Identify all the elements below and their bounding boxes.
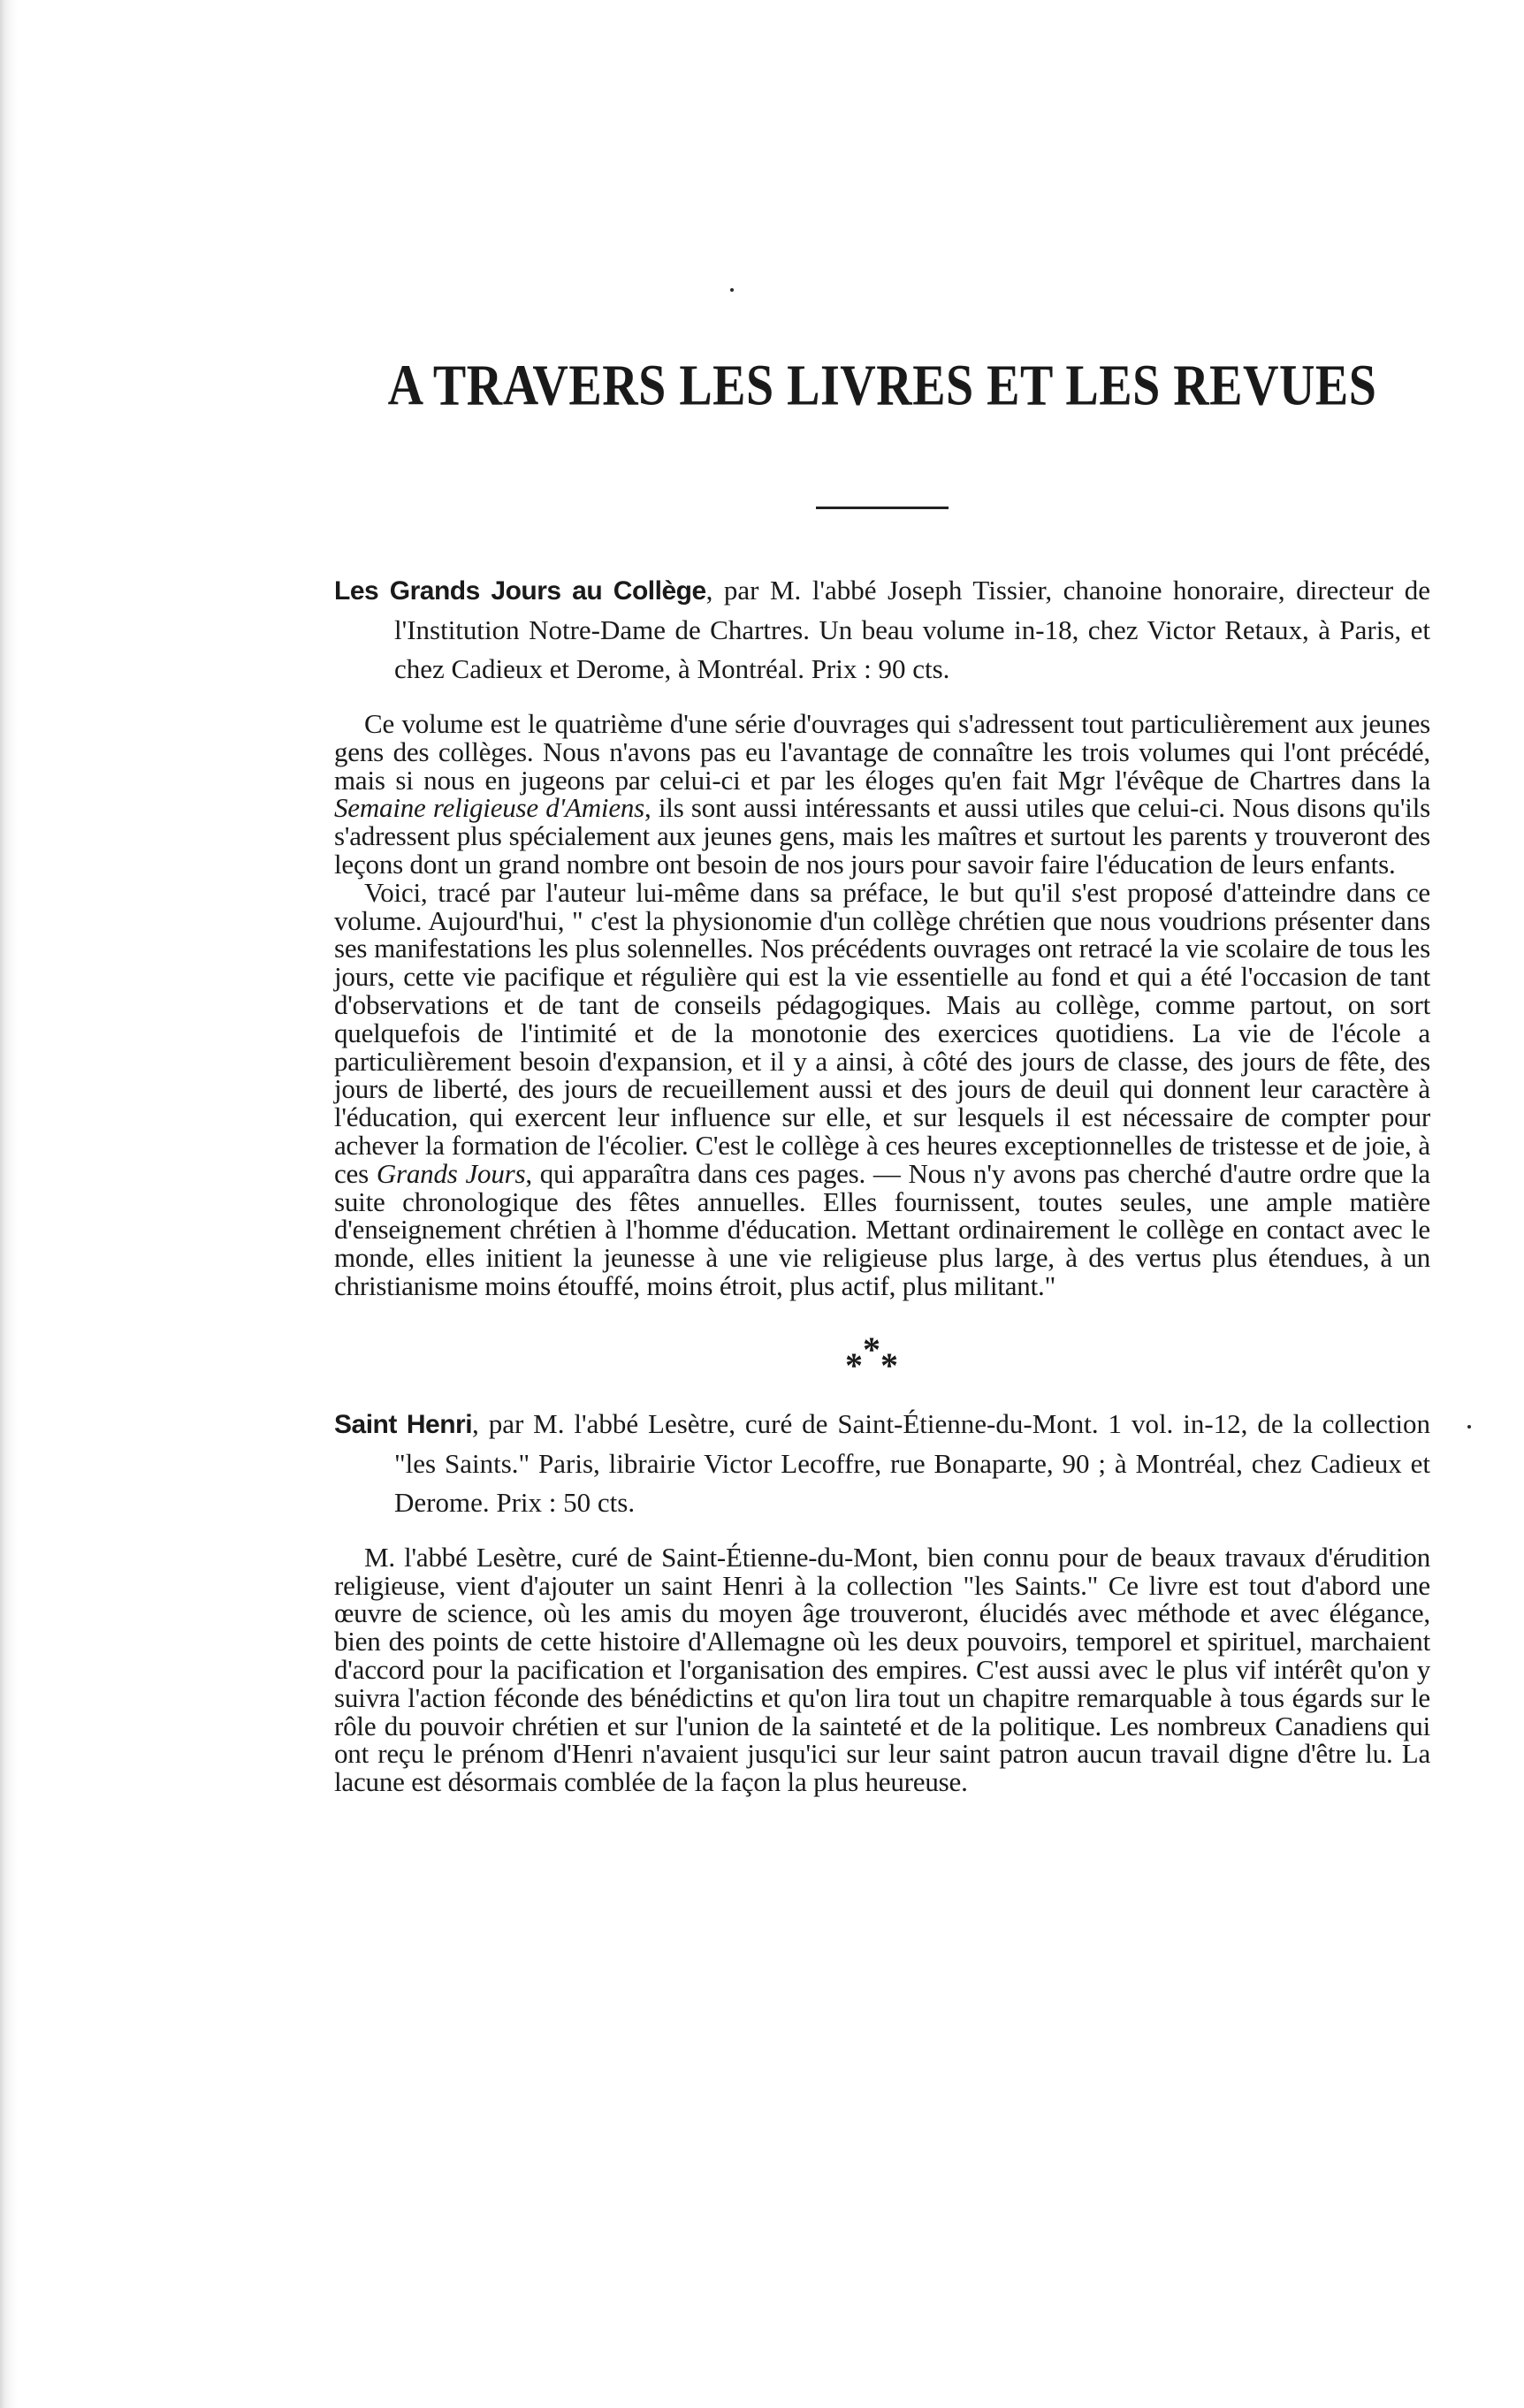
paragraph-text: Ce volume est le quatrième d'une série d'ouvrages qui s'adressent tout particulièrement aux jeunes gens des collèges. Nous n'avons pas eu l'avantage de connaître les trois volumes qui l'ont précédé, mais si nous en jugeons par celui-ci et par les éloges qu'en fait Mgr l'évêque de Chartres dans la (334, 708, 1430, 796)
italic-title: Grands Jours (376, 1157, 526, 1189)
paragraph-text: , ils sont aussi intéressants et aussi utiles que celui-ci. Nous disons qu'ils s'adressent plus spécialement aux jeunes gens, mais les maîtres et surtout les parents y trouveront des leçons dont un grand nombre ont besoin de nos jours pour savoir faire l'éducation de leurs enfants. (334, 792, 1430, 880)
stray-ink-dot (730, 288, 734, 292)
book-citation: , par M. l'abbé Lesètre, curé de Saint-Étienne-du-Mont. 1 vol. in-12, de la collection "les Saints." Paris, librairie Victor Lecoffre, rue Bonaparte, 90 ; à Montréal, chez Cadieux et Derome. Prix : 50 cts. (394, 1407, 1430, 1518)
book-title: Saint Henri (334, 1409, 473, 1439)
document-page (334, 349, 1430, 1796)
book-title: Les Grands Jours au Collège (334, 576, 706, 606)
paragraph-text: , qui apparaîtra dans ces pages. — Nous n'y avons pas cherché d'autre ordre que la suite chronologique des fêtes annuelles. Elles fournissent, toutes seules, une ample matière d'enseignement chrétien à l'homme d'éducation. Mettant ordinairement le collège en contact avec le monde, elles initient la jeunesse à une vie religieuse plus large, à des vertus plus étendues, à un christianisme moins étouffé, moins étroit, plus actif, plus militant." (334, 1157, 1430, 1301)
entry-heading (334, 1405, 1430, 1522)
body-paragraph (334, 876, 1430, 1301)
asterism-star: * (880, 1345, 898, 1385)
entry-body (334, 710, 1430, 1300)
paragraph-text: Voici, tracé par l'auteur lui-même dans sa préface, le but qu'il s'est proposé d'atteindre dans ce volume. Aujourd'hui, " c'est la physionomie d'un collège chrétien que nous voudrions présenter dans ses manifestations les plus solennelles. Nos précédents ouvrages ont retracé la vie scolaire de tous les jours, cette vie pacifique et régulière qui est la vie essentielle au fond et qui a été l'occasion de tant d'observations et de tant de conseils pédagogiques. Mais au collège, comme partout, on sort quelquefois de l'intimité et de la monotonie des exercices quotidiens. La vie de l'école a particulièrement besoin d'expansion, et il y a ainsi, à côté des jours de classe, des jours de fête, des jours de liberté, des jours de recueillement aussi et des jours de deuil qui donnent leur caractère à l'éducation, qui exercent leur influence sur elle, et sur lesquels il est nécessaire de compter pour achever la formation de l'écolier. C'est le collège à ces heures exceptionnelles de tristesse et de joie, à ces (334, 876, 1430, 1189)
asterism-star: * (845, 1345, 863, 1385)
scan-edge-shadow (0, 0, 18, 2408)
entry-heading (334, 571, 1430, 689)
body-paragraph (334, 710, 1430, 879)
italic-title: Semaine religieuse d'Amiens (334, 792, 645, 824)
review-entry-saint-henri (334, 1405, 1430, 1796)
stray-ink-dot (1467, 1425, 1471, 1429)
body-paragraph (334, 1543, 1430, 1796)
page-title: A TRAVERS LES LIVRES ET LES REVUES (387, 353, 1377, 418)
asterism-star: * (863, 1329, 880, 1369)
title-divider (816, 507, 949, 509)
review-entry-grands-jours (334, 571, 1430, 1300)
asterism-separator (334, 1329, 1430, 1387)
book-citation: , par M. l'abbé Joseph Tissier, chanoine honoraire, directeur de l'Institution Notre-Dame de Chartres. Un beau volume in-18, chez Victor Retaux, à Paris, et chez Cadieux et Derome, à Montréal. Prix : 90 cts. (394, 575, 1431, 684)
entry-body (334, 1543, 1430, 1796)
paragraph-text: M. l'abbé Lesètre, curé de Saint-Étienne-du-Mont, bien connu pour de beaux travaux d'érudition religieuse, vient d'ajouter un saint Henri à la collection "les Saints." Ce livre est tout d'abord une œuvre de science, où les amis du moyen âge trouveront, élucidés avec méthode et avec élégance, bien des points de cette histoire d'Allemagne où les deux pouvoirs, temporel et spirituel, marchaient d'accord pour la pacification et l'organisation des empires. C'est aussi avec le plus vif intérêt qu'on y suivra l'action féconde des bénédictins et qu'on lira tout un chapitre remarquable à tous égards sur le rôle du pouvoir chrétien et sur l'union de la sainteté et de la politique. Les nombreux Canadiens qui ont reçu le prénom d'Henri n'avaient jusqu'ici sur leur saint patron aucun travail digne d'être lu. La lacune est désormais comblée de la façon la plus heureuse. (334, 1541, 1430, 1798)
